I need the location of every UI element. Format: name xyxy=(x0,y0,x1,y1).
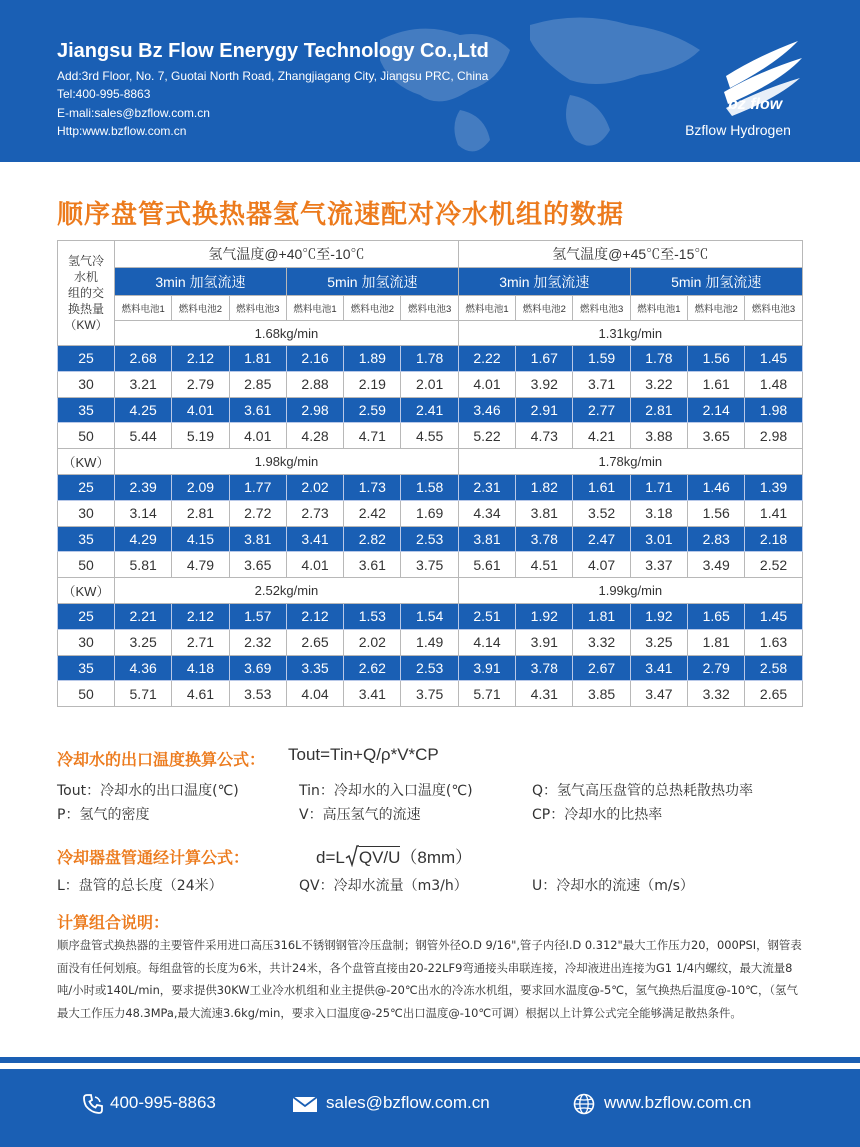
logo-text: bz flow xyxy=(728,96,783,113)
table-cell: 3.18 xyxy=(630,500,687,526)
table-cell: 3.52 xyxy=(573,500,630,526)
corner-line: 组的交 xyxy=(67,286,104,300)
logo-subtitle: Bzflow Hydrogen xyxy=(685,122,791,138)
table-cell: 3.37 xyxy=(630,552,687,578)
table-cell: 4.36 xyxy=(115,655,172,681)
table-cell: 4.34 xyxy=(458,500,515,526)
table-row xyxy=(58,371,803,397)
footer-website[interactable]: www.bzflow.com.cn xyxy=(604,1093,752,1112)
table-cell: 1.61 xyxy=(573,474,630,500)
notes-title: 计算组合说明： xyxy=(57,913,170,932)
table-cell: 3.53 xyxy=(229,681,286,707)
table-row xyxy=(58,603,803,629)
table-cell: 3.91 xyxy=(458,655,515,681)
table-cell: 1.81 xyxy=(688,629,745,655)
table-cell: 2.68 xyxy=(115,346,172,372)
table-cell: 1.53 xyxy=(344,603,401,629)
table-header-row-groups xyxy=(58,241,803,268)
table-cell: 3.61 xyxy=(229,397,286,423)
table-cell: 3.88 xyxy=(630,423,687,449)
square-root-icon xyxy=(345,845,359,867)
hydrogen-flow-table xyxy=(57,240,803,707)
subgroup-header: 3min 加氢流速 xyxy=(458,268,630,296)
table-cell: 2.58 xyxy=(745,655,802,681)
table-row xyxy=(58,526,803,552)
table-cell: 1.65 xyxy=(688,603,745,629)
kw-unit-label: （KW） xyxy=(58,578,115,604)
table-cell: 5.44 xyxy=(115,423,172,449)
table-cell: 1.45 xyxy=(745,346,802,372)
table-cell: 3.47 xyxy=(630,681,687,707)
table-cell: 1.45 xyxy=(745,603,802,629)
group-header: 氢气温度@+45℃至-15℃ xyxy=(458,241,802,268)
table-cell: 2.98 xyxy=(286,397,343,423)
table-cell: 1.77 xyxy=(229,474,286,500)
table-cell: 2.79 xyxy=(172,371,229,397)
table-cell: 2.41 xyxy=(401,397,458,423)
table-cell: 4.31 xyxy=(516,681,573,707)
table-cell: 5.71 xyxy=(115,681,172,707)
kw-value: 25 xyxy=(58,603,115,629)
table-cell: 2.19 xyxy=(344,371,401,397)
table-cell: 1.73 xyxy=(344,474,401,500)
table-cell: 3.41 xyxy=(630,655,687,681)
company-address: Add:3rd Floor, No. 7, Guotai North Road, Zhangjiagang City, Jiangsu PRC, China xyxy=(57,69,489,83)
fuel-cell-header: 燃料电池3 xyxy=(401,296,458,321)
table-cell: 2.73 xyxy=(286,500,343,526)
table-cell: 4.21 xyxy=(573,423,630,449)
table-cell: 4.01 xyxy=(286,552,343,578)
table-cell: 1.48 xyxy=(745,371,802,397)
kw-value: 25 xyxy=(58,346,115,372)
table-cell: 4.01 xyxy=(229,423,286,449)
fuel-cell-header: 燃料电池1 xyxy=(458,296,515,321)
formula1-expression: Tout=Tin+Q/ρ*V*CP xyxy=(288,745,439,764)
fuel-cell-header: 燃料电池2 xyxy=(516,296,573,321)
table-cell: 5.22 xyxy=(458,423,515,449)
table-cell: 4.55 xyxy=(401,423,458,449)
table-cell: 1.78 xyxy=(630,346,687,372)
group-header: 氢气温度@+40℃至-10℃ xyxy=(115,241,459,268)
table-cell: 2.12 xyxy=(172,346,229,372)
corner-line: 换热量 xyxy=(67,302,104,316)
kw-value: 50 xyxy=(58,681,115,707)
table-cell: 4.73 xyxy=(516,423,573,449)
formula2-prefix: d=L xyxy=(316,848,345,867)
table-cell: 3.35 xyxy=(286,655,343,681)
table-cell: 2.82 xyxy=(344,526,401,552)
table-row xyxy=(58,474,803,500)
table-row xyxy=(58,423,803,449)
table-cell: 1.82 xyxy=(516,474,573,500)
flow-rate-row xyxy=(58,321,803,346)
table-cell: 2.09 xyxy=(172,474,229,500)
table-cell: 3.85 xyxy=(573,681,630,707)
table-cell: 4.51 xyxy=(516,552,573,578)
table-cell: 4.04 xyxy=(286,681,343,707)
table-cell: 3.65 xyxy=(688,423,745,449)
table-cell: 2.98 xyxy=(745,423,802,449)
formula1-def: V：高压氢气的流速 xyxy=(299,807,421,823)
table-cell: 2.83 xyxy=(688,526,745,552)
formula1-def: Q：氢气高压盘管的总热耗散热功率 xyxy=(532,783,754,799)
table-cell: 3.81 xyxy=(516,500,573,526)
table-cell: 2.22 xyxy=(458,346,515,372)
table-cell: 3.92 xyxy=(516,371,573,397)
kw-value: 30 xyxy=(58,629,115,655)
corner-line: 水机 xyxy=(73,270,98,284)
table-cell: 2.21 xyxy=(115,603,172,629)
table-cell: 1.56 xyxy=(688,346,745,372)
formula1-title: 冷却水的出口温度换算公式： xyxy=(57,750,266,769)
table-cell: 4.61 xyxy=(172,681,229,707)
flow-rate-row xyxy=(58,578,803,604)
table-cell: 1.59 xyxy=(573,346,630,372)
table-cell: 3.65 xyxy=(229,552,286,578)
table-cell: 1.81 xyxy=(573,603,630,629)
company-email: E-mali:sales@bzflow.com.cn xyxy=(57,106,210,120)
table-cell: 3.32 xyxy=(573,629,630,655)
table-cell: 3.14 xyxy=(115,500,172,526)
table-cell: 4.01 xyxy=(458,371,515,397)
table-cell: 5.81 xyxy=(115,552,172,578)
table-cell: 2.81 xyxy=(630,397,687,423)
table-cell: 4.01 xyxy=(172,397,229,423)
table-cell: 3.78 xyxy=(516,526,573,552)
table-cell: 2.12 xyxy=(172,603,229,629)
table-cell: 1.78 xyxy=(401,346,458,372)
mail-icon xyxy=(292,1093,318,1115)
kw-value: 35 xyxy=(58,655,115,681)
table-cell: 3.78 xyxy=(516,655,573,681)
table-cell: 1.39 xyxy=(745,474,802,500)
table-cell: 3.75 xyxy=(401,552,458,578)
fuel-cell-header: 燃料电池2 xyxy=(688,296,745,321)
table-row xyxy=(58,500,803,526)
formula2-def: L：盘管的总长度（24米） xyxy=(57,878,223,894)
flow-rate-left: 1.68kg/min xyxy=(115,321,459,346)
subgroup-header: 5min 加氢流速 xyxy=(630,268,802,296)
table-cell: 2.53 xyxy=(401,526,458,552)
phone-icon xyxy=(82,1093,104,1115)
table-row xyxy=(58,655,803,681)
table-cell: 2.59 xyxy=(344,397,401,423)
kw-value: 35 xyxy=(58,526,115,552)
kw-value: 30 xyxy=(58,371,115,397)
table-cell: 2.81 xyxy=(172,500,229,526)
formula2-title: 冷却器盘管通经计算公式： xyxy=(57,848,250,867)
table-cell: 2.91 xyxy=(516,397,573,423)
globe-icon xyxy=(573,1093,595,1115)
flow-rate-right: 1.99kg/min xyxy=(458,578,802,604)
notes-paragraph: 顺序盘管式换热器的主要管件采用进口高压316L不锈钢钢管冷压盘制；钢管外径O.D 9/16",管子内径I.D 0.312"最大工作压力20，000PSI，钢管表面没有任何划痕。每组盘管的长度为6米，共计24米，各个盘管直接由20-22LF9弯通接头串联连接，冷却液进出连接为G1 1/4内螺纹，最大流量8吨/小时或140L/min，要求提供30KW工业冷水机组和业主提供@-20℃出水的冷冻水机组，要求回水温度@-5℃，氢气换热后温度@-10℃，（氢气最大工作压力48.3MPa,最大流速3.6kg/min，要求入口温度@-25℃出口温度@-10℃可调）根据以上计算公式完全能够满足散热条件。 xyxy=(57,938,802,1020)
table-cell: 5.61 xyxy=(458,552,515,578)
page-title: 顺序盘管式换热器氢气流速配对冷水机组的数据 xyxy=(57,200,625,230)
fuel-cell-header: 燃料电池3 xyxy=(573,296,630,321)
footer-divider xyxy=(0,1057,860,1063)
formula1-def: Tin：冷却水的入口温度(℃) xyxy=(299,783,473,799)
table-cell: 2.31 xyxy=(458,474,515,500)
formula2-radicand: QV/U xyxy=(358,848,401,867)
table-cell: 2.72 xyxy=(229,500,286,526)
table-corner-label xyxy=(58,241,115,346)
kw-value: 35 xyxy=(58,397,115,423)
table-cell: 3.41 xyxy=(286,526,343,552)
formula1-def: Tout：冷却水的出口温度(℃) xyxy=(57,783,239,799)
table-cell: 3.91 xyxy=(516,629,573,655)
table-cell: 4.15 xyxy=(172,526,229,552)
table-cell: 1.41 xyxy=(745,500,802,526)
table-cell: 3.32 xyxy=(688,681,745,707)
table-cell: 4.28 xyxy=(286,423,343,449)
table-cell: 1.92 xyxy=(516,603,573,629)
table-cell: 3.69 xyxy=(229,655,286,681)
table-row xyxy=(58,552,803,578)
flow-rate-right: 1.78kg/min xyxy=(458,449,802,475)
table-header-row-cells xyxy=(58,296,803,321)
table-cell: 2.02 xyxy=(344,629,401,655)
table-cell: 1.49 xyxy=(401,629,458,655)
table-cell: 2.85 xyxy=(229,371,286,397)
table-cell: 2.12 xyxy=(286,603,343,629)
table-cell: 2.02 xyxy=(286,474,343,500)
table-cell: 3.49 xyxy=(688,552,745,578)
flow-rate-right: 1.31kg/min xyxy=(458,321,802,346)
table-cell: 5.71 xyxy=(458,681,515,707)
table-cell: 3.01 xyxy=(630,526,687,552)
table-cell: 3.22 xyxy=(630,371,687,397)
fuel-cell-header: 燃料电池3 xyxy=(229,296,286,321)
table-cell: 4.29 xyxy=(115,526,172,552)
table-cell: 2.79 xyxy=(688,655,745,681)
footer-phone: 400-995-8863 xyxy=(110,1093,216,1112)
table-cell: 4.14 xyxy=(458,629,515,655)
formula2-def: U：冷却水的流速（m/s） xyxy=(532,878,694,894)
table-cell: 2.88 xyxy=(286,371,343,397)
table-cell: 2.62 xyxy=(344,655,401,681)
flow-rate-left: 1.98kg/min xyxy=(115,449,459,475)
table-row xyxy=(58,346,803,372)
flow-rate-left: 2.52kg/min xyxy=(115,578,459,604)
kw-unit-label: （KW） xyxy=(58,449,115,475)
fuel-cell-header: 燃料电池1 xyxy=(115,296,172,321)
table-cell: 1.71 xyxy=(630,474,687,500)
table-cell: 1.58 xyxy=(401,474,458,500)
table-cell: 1.67 xyxy=(516,346,573,372)
table-row xyxy=(58,397,803,423)
table-cell: 5.19 xyxy=(172,423,229,449)
table-cell: 1.89 xyxy=(344,346,401,372)
fuel-cell-header: 燃料电池2 xyxy=(172,296,229,321)
table-cell: 2.47 xyxy=(573,526,630,552)
table-body xyxy=(58,241,803,707)
table-cell: 2.53 xyxy=(401,655,458,681)
table-cell: 1.63 xyxy=(745,629,802,655)
table-cell: 3.81 xyxy=(458,526,515,552)
table-cell: 3.75 xyxy=(401,681,458,707)
subgroup-header: 3min 加氢流速 xyxy=(115,268,287,296)
table-cell: 2.65 xyxy=(745,681,802,707)
table-cell: 3.41 xyxy=(344,681,401,707)
fuel-cell-header: 燃料电池1 xyxy=(630,296,687,321)
table-cell: 1.57 xyxy=(229,603,286,629)
table-cell: 1.81 xyxy=(229,346,286,372)
table-cell: 3.21 xyxy=(115,371,172,397)
table-cell: 4.18 xyxy=(172,655,229,681)
fuel-cell-header: 燃料电池3 xyxy=(745,296,802,321)
formula2-suffix: （8mm） xyxy=(400,848,473,867)
formula2-def: QV：冷却水流量（m3/h） xyxy=(299,878,468,894)
table-cell: 1.69 xyxy=(401,500,458,526)
table-cell: 2.77 xyxy=(573,397,630,423)
table-cell: 2.42 xyxy=(344,500,401,526)
table-cell: 1.92 xyxy=(630,603,687,629)
table-cell: 3.25 xyxy=(115,629,172,655)
formula2-expression xyxy=(316,843,472,868)
formula1-def: P：氢气的密度 xyxy=(57,807,150,823)
kw-value: 50 xyxy=(58,423,115,449)
table-row xyxy=(58,629,803,655)
table-cell: 2.32 xyxy=(229,629,286,655)
kw-value: 50 xyxy=(58,552,115,578)
table-cell: 2.52 xyxy=(745,552,802,578)
kw-value: 30 xyxy=(58,500,115,526)
table-cell: 2.14 xyxy=(688,397,745,423)
table-cell: 2.01 xyxy=(401,371,458,397)
subgroup-header: 5min 加氢流速 xyxy=(286,268,458,296)
table-header-row-subgroups xyxy=(58,268,803,296)
company-tel: Tel:400-995-8863 xyxy=(57,87,151,101)
formula1-def: CP：冷却水的比热率 xyxy=(532,807,663,823)
kw-value: 25 xyxy=(58,474,115,500)
footer-email[interactable]: sales@bzflow.com.cn xyxy=(326,1093,490,1112)
table-cell: 2.16 xyxy=(286,346,343,372)
table-cell: 4.71 xyxy=(344,423,401,449)
table-cell: 2.65 xyxy=(286,629,343,655)
table-cell: 4.07 xyxy=(573,552,630,578)
table-cell: 4.25 xyxy=(115,397,172,423)
table-cell: 2.67 xyxy=(573,655,630,681)
table-cell: 2.51 xyxy=(458,603,515,629)
table-cell: 1.54 xyxy=(401,603,458,629)
table-cell: 1.56 xyxy=(688,500,745,526)
table-cell: 3.71 xyxy=(573,371,630,397)
table-cell: 2.71 xyxy=(172,629,229,655)
table-cell: 3.25 xyxy=(630,629,687,655)
table-cell: 1.61 xyxy=(688,371,745,397)
fuel-cell-header: 燃料电池1 xyxy=(286,296,343,321)
table-row xyxy=(58,681,803,707)
table-cell: 2.18 xyxy=(745,526,802,552)
table-cell: 1.98 xyxy=(745,397,802,423)
corner-line: （KW） xyxy=(64,318,108,332)
table-cell: 3.46 xyxy=(458,397,515,423)
fuel-cell-header: 燃料电池2 xyxy=(344,296,401,321)
table-cell: 2.39 xyxy=(115,474,172,500)
flow-rate-row xyxy=(58,449,803,475)
table-cell: 3.61 xyxy=(344,552,401,578)
table-cell: 3.81 xyxy=(229,526,286,552)
company-name: Jiangsu Bz Flow Enerygy Technology Co.,Ltd xyxy=(57,40,489,62)
table-cell: 4.79 xyxy=(172,552,229,578)
table-cell: 1.46 xyxy=(688,474,745,500)
company-website: Http:www.bzflow.com.cn xyxy=(57,124,187,138)
corner-line: 氢气冷 xyxy=(67,254,104,268)
